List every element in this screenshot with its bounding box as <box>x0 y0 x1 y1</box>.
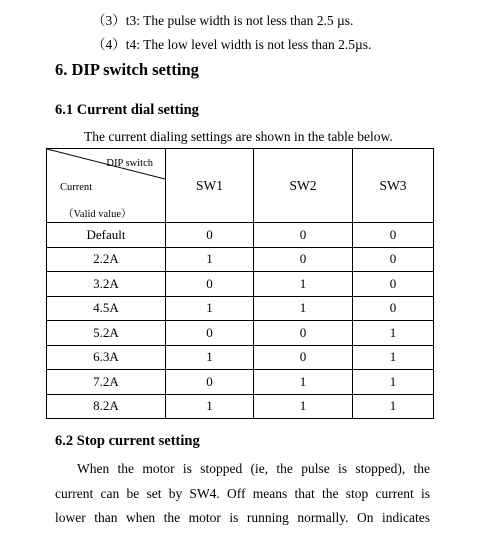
row-label: 8.2A <box>47 394 166 419</box>
table-cell: 1 <box>166 247 254 272</box>
paragraph-line: current can be set by SW4. Off means that the stop current is <box>55 485 430 501</box>
table-cell: 0 <box>353 296 434 321</box>
table-caption: The current dialing settings are shown in the table below. <box>84 129 393 144</box>
table-cell: 1 <box>353 370 434 395</box>
table-cell: 1 <box>166 345 254 370</box>
table-cell: 1 <box>254 296 353 321</box>
row-label: 7.2A <box>47 370 166 395</box>
table-cell: 0 <box>166 272 254 297</box>
table-cell: 0 <box>166 223 254 248</box>
table-corner-cell <box>47 149 166 223</box>
table-cell: 1 <box>254 272 353 297</box>
row-label: 3.2A <box>47 272 166 297</box>
table-cell: 1 <box>166 394 254 419</box>
row-label: 4.5A <box>47 296 166 321</box>
timing-line-t3: （3）t3: The pulse width is not less than 2.5 µs. <box>92 13 354 28</box>
column-header-sw1: SW1 <box>166 149 254 223</box>
corner-label-current: Current <box>60 182 93 193</box>
dip-switch-table <box>46 148 434 419</box>
row-label: Default <box>47 223 166 248</box>
section-6-heading: 6. DIP switch setting <box>55 60 199 79</box>
row-label: 2.2A <box>47 247 166 272</box>
table-cell: 0 <box>166 321 254 346</box>
table-cell: 1 <box>353 394 434 419</box>
corner-label-dip-switch: DIP switch <box>106 158 153 169</box>
table-row <box>47 394 434 419</box>
table-cell: 1 <box>353 345 434 370</box>
table-row <box>47 247 434 272</box>
paragraph-line: lower than when the motor is running normally. On indicates <box>55 510 430 525</box>
row-label: 5.2A <box>47 321 166 346</box>
table-cell: 1 <box>254 394 353 419</box>
table-cell: 0 <box>254 247 353 272</box>
table-header-row <box>47 149 434 223</box>
timing-line-t4: （4）t4: The low level width is not less than 2.5µs. <box>92 37 372 52</box>
table-row <box>47 296 434 321</box>
table-row <box>47 272 434 297</box>
column-header-sw2: SW2 <box>254 149 353 223</box>
table-cell: 0 <box>353 272 434 297</box>
stop-current-paragraph <box>55 457 430 531</box>
table-row <box>47 321 434 346</box>
table-cell: 0 <box>166 370 254 395</box>
table-row <box>47 370 434 395</box>
column-header-sw3: SW3 <box>353 149 434 223</box>
table-cell: 0 <box>353 247 434 272</box>
table-row <box>47 223 434 248</box>
table-row <box>47 345 434 370</box>
paragraph-line: When the motor is stopped (ie, the pulse is stopped), the <box>77 461 430 476</box>
section-6-1-heading: 6.1 Current dial setting <box>55 102 199 118</box>
table-cell: 0 <box>254 345 353 370</box>
corner-label-valid-value: （Valid value） <box>63 209 132 220</box>
section-6-2-heading: 6.2 Stop current setting <box>55 433 200 449</box>
table-cell: 0 <box>254 223 353 248</box>
row-label: 6.3A <box>47 345 166 370</box>
table-cell: 0 <box>353 223 434 248</box>
table-cell: 0 <box>254 321 353 346</box>
table-cell: 1 <box>254 370 353 395</box>
table-cell: 1 <box>353 321 434 346</box>
table-cell: 1 <box>166 296 254 321</box>
